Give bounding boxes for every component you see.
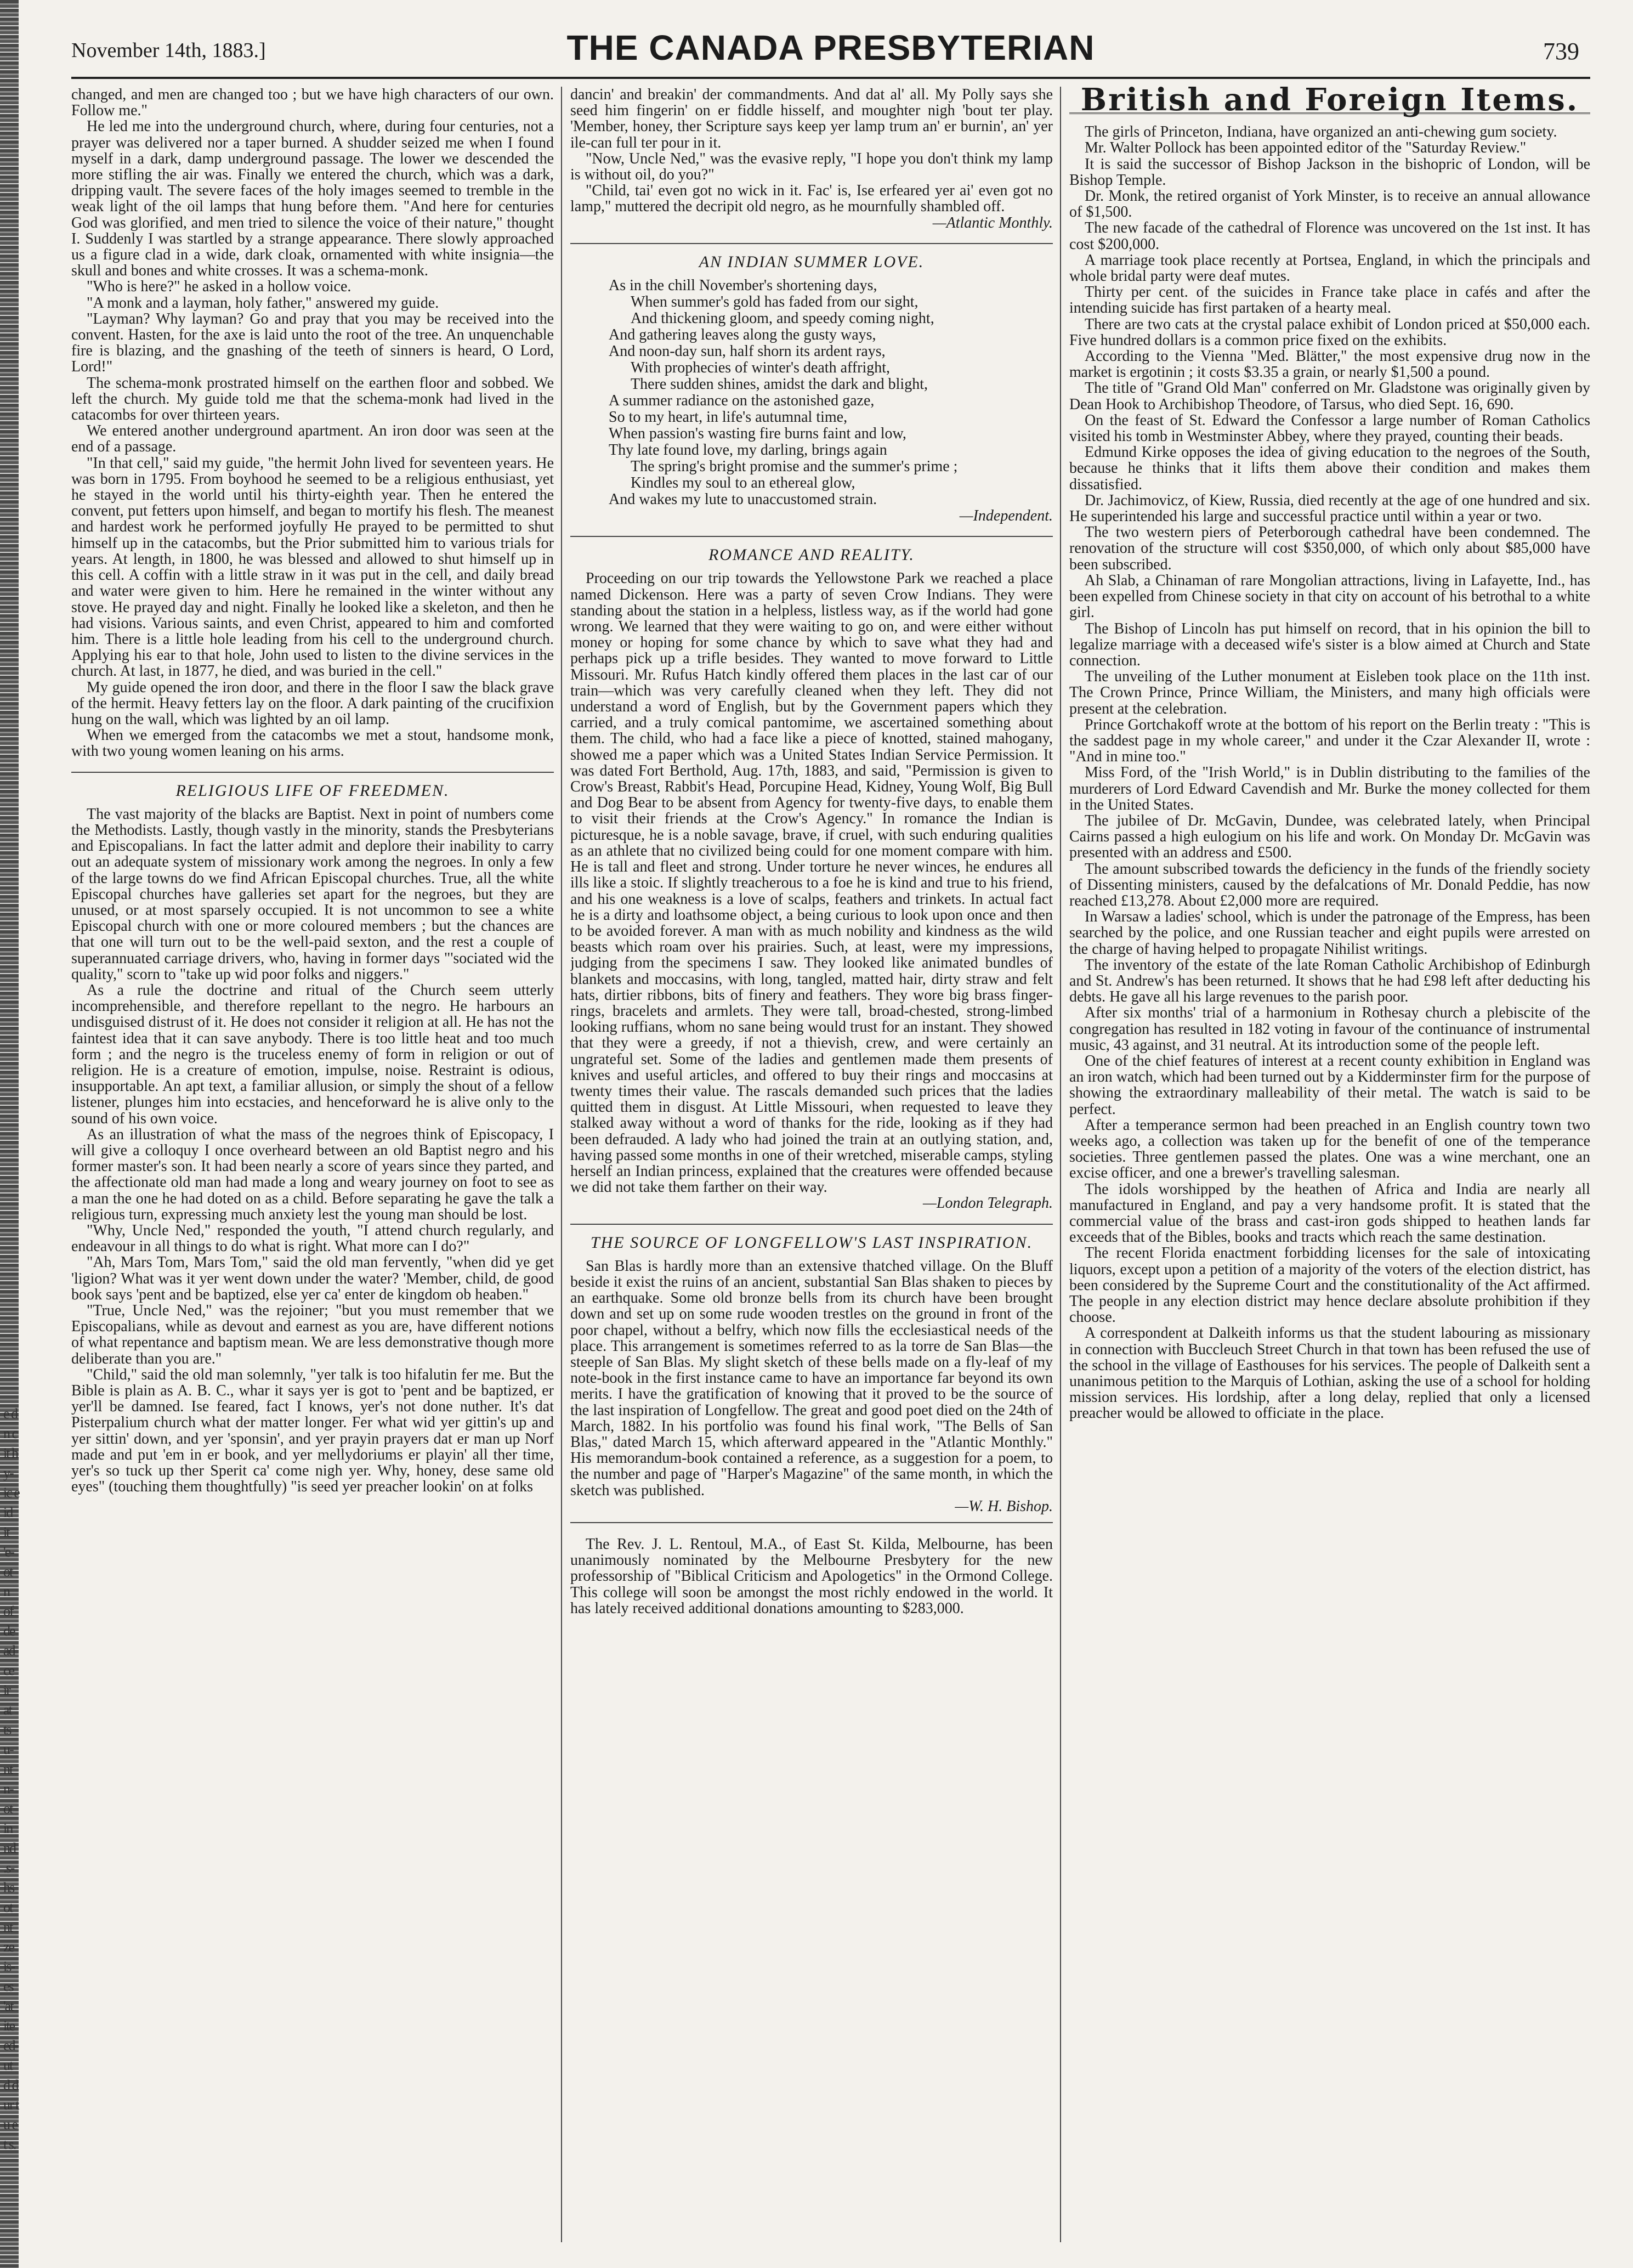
column-2: [570, 87, 1053, 2242]
issue-date: November 14th, 1883.]: [71, 39, 266, 62]
news-items: [1069, 124, 1590, 1421]
paragraph: "In that cell," said my guide, "the hermit John lived for seventeen years. He was born in 1795. From boyhood he seemed to be a religious enthusiast, yet he stayed in the world until his thirty-eighth year. Then he entered the convent, put fetters upon himself, and began to mortify his flesh. The meanest and hardest work he performed joyfully He prayed to be permitted to shut himself up in the catacombs, but the Prior submitted him to various trials for years. At length, in 1800, he was blessed and allowed to shut himself up in this cell. A coffin with a little straw in it was put in the cell, and daily bread and water were given to him. Here he remained in the winter without any stove. He prayed day and night. Finally he looked like a skeleton, and then he had visions. Various saints, and even Christ, appeared to him and comforted him. There is a little hole leading from his cell to the underground church. Applying his ear to that hole, John used to listen to the divine services in the church. At last, in 1877, he died, and was buried in the cell.": [71, 454, 554, 680]
news-item: Edmund Kirke opposes the idea of giving education to the negroes of the South, because he thinks that it lifts them above their condition and makes them dissatisfied.: [1069, 444, 1590, 493]
poem-line: As in the chill November's shortening days,: [609, 277, 877, 295]
news-item: It is said the successor of Bishop Jackson in the bishopric of London, will be Bishop Temple.: [1069, 155, 1590, 189]
column-divider: [561, 87, 562, 2242]
paragraph: We entered another underground apartment. An iron door was seen at the end of a passage.: [71, 422, 554, 456]
section-heading: British and Foreign Items.: [1069, 92, 1590, 114]
news-item: According to the Vienna "Med. Blätter," the most expensive drug now in the market is ergotinin ; it costs $3.35 a grain, or nearly $1,500 a pound.: [1069, 348, 1590, 381]
paragraph: The vast majority of the blacks are Baptist. Next in point of numbers come the Methodists. Lastly, though vastly in the minority, stands the Presbyterians and Episcopalians. In fact the latter admit and deplore their inability to carry out an adequate system of missionary work among the negroes. In only a few of the large towns do we find African Episcopal churches. True, all the white Episcopal churches have galleries set apart for the negroes, but they are unused, or at most sparsely occupied. It is not uncommon to see a white Episcopal church with one or more coloured members ; but the chances are that one will turn out to be the well-paid sexton, and the rest a couple of superannuated carriage drivers, who, having in former days "'sociated wid the quality," scorn to "take up wid poor folks and niggers.": [71, 805, 554, 983]
news-item: The new facade of the cathedral of Florence was uncovered on the 1st inst. It has cost $200,000.: [1069, 219, 1590, 253]
news-item: The unveiling of the Luther monument at Eisleben took place on the 11th inst. The Crown Prince, Prince William, the Ministers, and many high officials were present at the celebration.: [1069, 668, 1590, 717]
poem-line: The spring's bright promise and the summer's prime ;: [631, 458, 958, 476]
article-heading: AN INDIAN SUMMER LOVE.: [570, 243, 1053, 270]
poem-line: So to my heart, in life's autumnal time,: [609, 409, 848, 426]
binding-margin-text: e d n c it h y- ic e id it 'e- ot n of de ad ce ir at ts u- nt n- ot in nd .s- hs ot nt ze is- es 'at ite ed- ut d d ur t u e t s.: [3, 1406, 19, 2152]
column-1: [71, 87, 554, 2242]
paragraph: "Now, Uncle Ned," was the evasive reply, "I hope you don't think my lamp is without oil, do you?": [570, 150, 1053, 184]
poem-line: There sudden shines, amidst the dark and blight,: [631, 376, 928, 393]
news-item: The two western piers of Peterborough cathedral have been condemned. The renovation of the structure will cost $350,000, of which only about $85,000 have been subscribed.: [1069, 524, 1590, 573]
paragraph: "Child," said the old man solemnly, "yer talk is too hifalutin fer me. But the Bible is plain as A. B. C., whar it says yer is got to 'pent and be baptized, er yer'll be damned. Ise feared, fact I knows, yer's not done nuther. It's dat Pisterpalium church what der matter longer. Fer what wid yer gittin's up and yer sittin' down, and yer 'sponsin', and yer prayin prayers dat er man up Norf made and put 'em in er book, and yer mellydoriums er playin' all ther time, yer's so tuck up ther Sperit ca' come nigh yer. Why, honey, dese same old eyes" (touching them thoughtfully) "is seed yer preacher lookin' on at folks: [71, 1366, 554, 1496]
paragraph: "Child, tai' even got no wick in it. Fac' is, Ise erfeared yer ai' even got no lamp," muttered the decripit old negro, as he mournfully shambled off.: [570, 182, 1053, 216]
paragraph: The schema-monk prostrated himself on the earthen floor and sobbed. We left the church. My guide told me that the schema-monk had lived in the catacombs for over thirteen years.: [71, 374, 554, 424]
source-credit: —London Telegraph.: [922, 1195, 1053, 1212]
paragraph: Proceeding on our trip towards the Yellowstone Park we reached a place named Dickenson. Here was a party of seven Crow Indians. They were standing about the station in a helpless, listless way, as if the world had gone wrong. We learned that they were waiting to go on, and were either without money or hoping for some chance by which to save what they had and perhaps pick up a trifle besides. They wanted to move forward to Little Missouri. Mr. Rufus Hatch kindly offered them places in the last car of our train—which was very carefully cleaned when they left. They did not understand a word of English, but by the Government papers which they carried, and a truly comical pantomime, we ascertained something about them. The child, who had a face like a piece of knotted, stained mahogany, showed me a paper which was a United States Indian Service Permission. It was dated Fort Berthold, Aug. 17th, 1883, and said, "Permission is given to Crow's Breast, Rabbit's Head, Porcupine Head, Kidney, Young Wolf, Big Bull and Dog Bear to be absent from Agency for twenty-five days, to enable them to visit their friends at the Crow's Agency." In romance the Indian is picturesque, he is a noble savage, brave, if cruel, with such enduring qualities as an athlete that no civilized being could for one moment compare with him. He is tall and fleet and strong. Under torture he never winces, he endures all ills like a stoic. If slightly treacherous to a foe he is kind and true to his friend, and his one weakness is a love of scalps, feathers and trinkets. In actual fact he is a dirty and loathsome object, a being curious to look upon once and then to be avoided forever. A man with as much nobility and kindness as the wild beasts which roam over his prairies. Such, at least, were my impressions, judging from the specimens I saw. They looked like animated bundles of blankets and moccasins, with long, tangled, matted hair, dirty straw and felt hats, dirtier ribbons, bits of finery and feathers. They wore big brass finger-rings, bracelets and armlets. They were tall, broad-chested, strong-limbed looking ruffians, whom no sane being would trust for an instant. They showed that they were a greedy, if not a thievish, crew, and were certainly an ungrateful set. Some of the ladies and gentlemen made them presents of knives and useful articles, and offered to buy their rings and moccasins at twenty times their value. The rascals demanded such prices that the ladies quitted them in disgust. At Little Missouri, when requested to leave they stalked away without a word of thanks for the ride, looking as if they had been defrauded. A lady who had joined the train at an outlying station, and, having passed some months in one of their wretched, miserable camps, styling herself an Indian princess, explained that the creatures were offended because we did not take them farther on their way.: [570, 570, 1053, 1196]
news-item: The Bishop of Lincoln has put himself on record, that in his opinion the bill to legalize marriage with a deceased wife's sister is a blow aimed at Church and State connection.: [1069, 620, 1590, 669]
news-item: Ah Slab, a Chinaman of rare Mongolian attractions, living in Lafayette, Ind., has been expelled from Chinese society in that city on account of his betrothal to a white girl.: [1069, 572, 1590, 621]
paragraph: "Who is here?" he asked in a hollow voice.: [87, 278, 351, 296]
poem-line: And noon-day sun, half shorn its ardent rays,: [609, 343, 886, 360]
paragraph: As a rule the doctrine and ritual of the Church seem utterly incomprehensible, and therefore repellant to the negro. He harbours an undisguised distrust of it. He does not consider it religion at all. He has not the faintest idea that it can save anybody. There is too little heat and too much form ; and the negro is the truceless enemy of form in religion or out of religion. He is a creature of emotion, impulse, noise. Restraint is odious, insupportable. An apt text, a familiar allusion, or simply the shout of a fellow listener, plunges him into ecstacies, and henceforward he is alive only to the sound of his own voice.: [71, 981, 554, 1127]
news-item: Miss Ford, of the "Irish World," is in Dublin distributing to the families of the murderers of Lord Edward Cavendish and Mr. Burke the money collected for them in the United States.: [1069, 764, 1590, 813]
poem-line: When summer's gold has faded from our sight,: [631, 293, 918, 311]
column-divider: [1060, 87, 1061, 2242]
poem-line: Kindles my soul to an ethereal glow,: [631, 474, 855, 492]
news-item: One of the chief features of interest at a recent county exhibition in England was an iron watch, which had been turned out by a Kidderminster firm for the purpose of showing the extraordinary malleability of their metal. The watch is said to be perfect.: [1069, 1052, 1590, 1118]
paragraph: "Why, Uncle Ned," responded the youth, "I attend church regularly, and endeavour in all things to do what is right. What more can I do?": [71, 1222, 554, 1255]
article-heading: THE SOURCE OF LONGFELLOW'S LAST INSPIRATION.: [570, 1224, 1053, 1251]
source-credit: —W. H. Bishop.: [955, 1497, 1053, 1515]
paragraph: He led me into the underground church, where, during four centuries, not a prayer was delivered nor a taper burned. A shudder seized me when I found myself in a dark, damp underground passage. The lower we descended the more stifling the air was. Finally we entered the church, which was a dark, dripping vault. The severe faces of the holy images seemed to tremble in the weak light of the oil lamps that hung before them. "And here for centuries God was glorified, and men tried to silence the voice of their nature," thought I. Suddenly I was startled by a strange appearance. There slowly approached us a figure clad in a wide, dark cloak, ornamented with white insignia—the skull and bones and white crosses. It was a schema-monk.: [71, 118, 554, 280]
news-item: The inventory of the estate of the late Roman Catholic Archibishop of Edinburgh and St. Andrew's has been returned. It shows that he had £98 left after deducting his debts. He gave all his large revenues to the parish poor.: [1069, 956, 1590, 1006]
poem: [570, 278, 1053, 508]
paragraph: dancin' and breakin' der commandments. And dat al' all. My Polly says she seed him fingerin' on er fiddle hisself, and moughter nigh 'bout ter play. 'Member, honey, ther Scripture says keep yer lamp trum an' er burnin', an' yer ile-can full ter pour in it.: [570, 87, 1053, 151]
section-divider: [570, 1522, 1053, 1529]
source-credit: —Independent.: [959, 507, 1053, 525]
masthead: [71, 27, 1590, 77]
news-item: On the feast of St. Edward the Confessor a large number of Roman Catholics visited his tomb in Westminster Abbey, where they prayed, counting their beads.: [1069, 411, 1590, 445]
news-item: After a temperance sermon had been preached in an English country town two weeks ago, a collection was taken up for the benefit of one of the temperance societies. Three gentlemen passed the plates. One was a wine merchant, one an excise officer, and one a brewer's travelling salesman.: [1069, 1116, 1590, 1182]
news-item: A marriage took place recently at Portsea, England, in which the principals and whole bridal party were deaf mutes.: [1069, 251, 1590, 285]
news-item: The idols worshipped by the heathen of Africa and India are nearly all manufactured in England, and pay a very handsome profit. It is stated that the commercial value of the brass and cast-iron gods shipped to heathen lands far exceeds that of the Bibles, books and tracts which reach the same destination.: [1069, 1180, 1590, 1246]
news-item: Dr. Jachimovicz, of Kiew, Russia, died recently at the age of one hundred and six. He superintended his large and successful practice until within a year or two.: [1069, 491, 1590, 525]
news-item: Prince Gortchakoff wrote at the bottom of his report on the Berlin treaty : "This is the saddest page in my whole career," and under it the Czar Alexander II, wrote : "And in mine too.": [1069, 716, 1590, 766]
paragraph: When we emerged from the catacombs we met a stout, handsome monk, with two young women leaning on his arms.: [71, 727, 554, 760]
header-rule: [71, 77, 1590, 79]
paragraph: As an illustration of what the mass of the negroes think of Episcopacy, I will give a colloquy I once overheard between an old Baptist negro and his former master's son. It had been nearly a score of years since they parted, and the affectionate old man had made a long and weary journey on foot to see as a man the one he had doted on as a child. Before separating he gave the talk a religious turn, expressing much anxiety lest the young man should be lost.: [71, 1125, 554, 1223]
poem-line: Thy late found love, my darling, brings again: [609, 442, 887, 459]
poem-line: And gathering leaves along the gusty ways,: [609, 326, 876, 344]
paragraph: The Rev. J. L. Rentoul, M.A., of East St. Kilda, Melbourne, has been unanimously nominated by the Melbourne Presbytery for the new professorship of "Biblical Criticism and Apologetics" in the Ormond College. This college will soon be amongst the most richly endowed in the world. It has lately received additional donations amounting to $283,000.: [570, 1536, 1053, 1617]
article-heading: ROMANCE AND REALITY.: [570, 536, 1053, 563]
source-credit: —Atlantic Monthly.: [932, 214, 1053, 231]
news-item: There are two cats at the crystal palace exhibit of London priced at $50,000 each. Five hundred dollars is a common price fixed on the exhibits.: [1069, 315, 1590, 349]
news-item: A correspondent at Dalkeith informs us that the student labouring as missionary in connection with Buccleuch Street Church in that town has been refused the use of the school in the village of Easthouses for his services. The people of Dalkeith sent a unanimous petition to the Marquis of Lothian, asking the use of a school for holding mission services. His lordship, after a long delay, replied that only a licensed preacher would be allowed to officiate in the place.: [1069, 1325, 1590, 1422]
paragraph: changed, and men are changed too ; but we have high characters of our own. Follow me.": [71, 87, 554, 120]
page-number: 739: [1543, 38, 1579, 65]
poem-line: With prophecies of winter's death affright,: [631, 359, 891, 377]
news-item: Thirty per cent. of the suicides in France take place in cafés and after the intending suicide has first partaken of a hearty meal.: [1069, 284, 1590, 317]
column-3: [1069, 87, 1590, 2242]
poem-line: And wakes my lute to unaccustomed strain.: [609, 491, 877, 508]
news-item: In Warsaw a ladies' school, which is under the patronage of the Empress, has been searched by the police, and one Russian teacher and eight pupils were arrested on the charge of having helped to propagate Nihilist writings.: [1069, 908, 1590, 958]
news-item: The recent Florida enactment forbidding licenses for the sale of intoxicating liquors, except upon a petition of a majority of the voters of the election district, has been considered by the Supreme Court and the constitutionality of the Act affirmed. The people in any election district may hence declare absolute prohibition if they choose.: [1069, 1245, 1590, 1326]
poem-line: And thickening gloom, and speedy coming night,: [631, 310, 934, 327]
news-item: The title of "Grand Old Man" conferred on Mr. Gladstone was originally given by Dean Hook to Archibishop Theodore, of Tarsus, who died Sept. 16, 690.: [1069, 380, 1590, 413]
news-item: After six months' trial of a harmonium in Rothesay church a plebiscite of the congregation has resulted in 182 voting in favour of the continuance of instrumental music, 43 against, and 31 neutral. At its introduction some of the people left.: [1069, 1004, 1590, 1054]
paragraph: "A monk and a layman, holy father," answered my guide.: [87, 294, 439, 312]
news-item: The girls of Princeton, Indiana, have organized an anti-chewing gum society.: [1085, 123, 1557, 141]
poem-line: When passion's wasting fire burns faint and low,: [609, 425, 906, 443]
paragraph: San Blas is hardly more than an extensive thatched village. On the Bluff beside it exist the ruins of an ancient, substantial San Blas shaken to pieces by an earthquake. Some old bronze bells from its church have been brought down and set up on some rude wooden trestles on the ground in front of the poor chapel, without a belfry, which now fills the ecclesiastical needs of the place. This arrangement is sometimes referred to as la torre de San Blas—the steeple of San Blas. My slight sketch of these bells made on a fly-leaf of my note-book in the first instance came to have an importance far beyond its own merits. I have the gratification of knowing that it proved to be the source of the last inspiration of Longfellow. The great and good poet died on the 24th of March, 1882. In his portfolio was found his final work, "The Bells of San Blas," dated March 15, which afterward appeared in the "Atlantic Monthly." His memorandum-book contained a reference, as a suggestion for a poem, to the number and page of "Harper's Magazine" of the same month, in which the sketch was published.: [570, 1257, 1053, 1499]
news-item: Mr. Walter Pollock has been appointed editor of the "Saturday Review.": [1085, 139, 1527, 157]
newspaper-title: THE CANADA PRESBYTERIAN: [566, 28, 1095, 67]
paragraph: "True, Uncle Ned," was the rejoiner; "but you must remember that we Episcopalians, while as devout and earnest as you are, have different notions of what repentance and baptism mean. We are less demonstrative though more deliberate than you are.": [71, 1302, 554, 1367]
paragraph: "Layman? Why layman? Go and pray that you may be received into the convent. Hasten, for the axe is laid unto the root of the tree. An unquenchable fire is blazing, and the gnashing of the teeth of sinners is heard, O Lord, Lord!": [71, 310, 554, 376]
paragraph: "Ah, Mars Tom, Mars Tom," said the old man fervently, "when did ye get 'ligion? What was it yer went down under the water? 'Member, child, de good book says 'pent and be baptized, else yer ca' enter de kingdom ob heaben.": [71, 1254, 554, 1303]
article-heading: RELIGIOUS LIFE OF FREEDMEN.: [71, 772, 554, 799]
news-item: The amount subscribed towards the deficiency in the funds of the friendly society of Dissenting ministers, caused by the defalcations of Mr. Donald Peddie, has now reached £13,278. About £2,000 more are required.: [1069, 860, 1590, 909]
paragraph: My guide opened the iron door, and there in the floor I saw the black grave of the hermit. Heavy fetters lay on the floor. A dark painting of the crucifixion hung on the wall, which was lighted by an oil lamp.: [71, 678, 554, 728]
news-item: Dr. Monk, the retired organist of York Minster, is to receive an annual allowance of $1,500.: [1069, 188, 1590, 221]
poem-line: A summer radiance on the astonished gaze,: [609, 392, 875, 410]
news-item: The jubilee of Dr. McGavin, Dundee, was celebrated lately, when Principal Cairns passed a high eulogium on his life and work. On Monday Dr. McGavin was presented with an address and £500.: [1069, 812, 1590, 862]
